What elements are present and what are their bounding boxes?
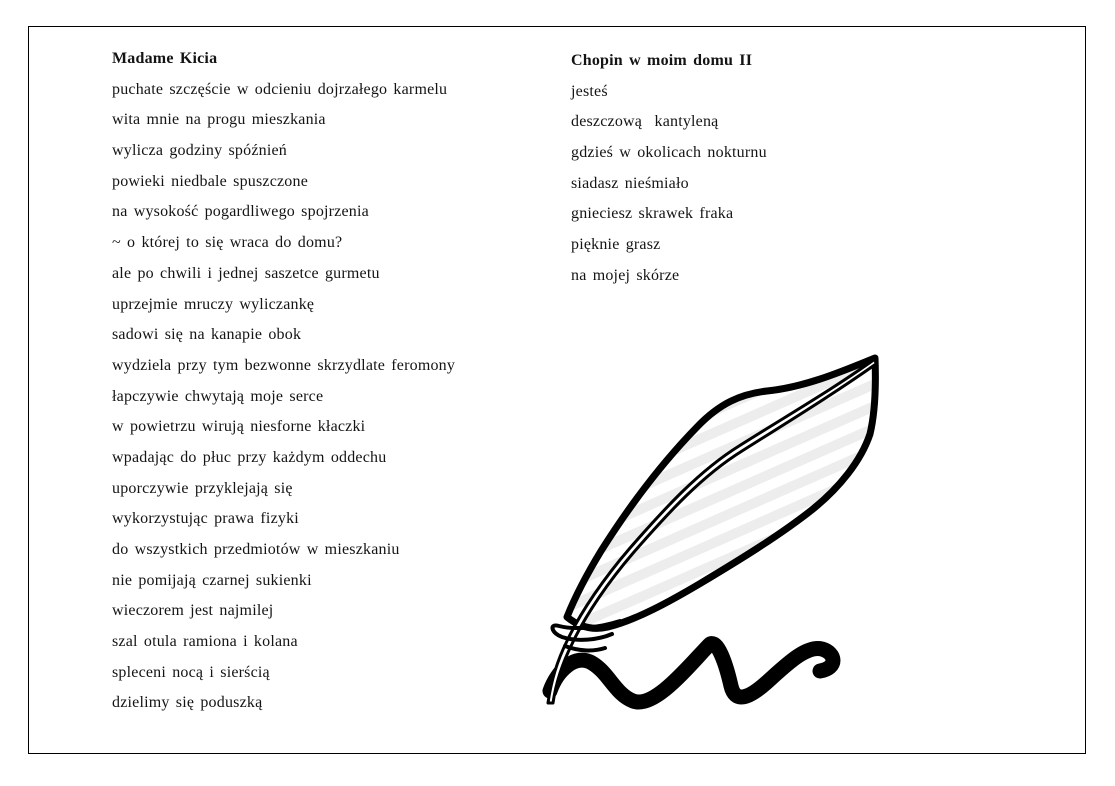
poem-line: szal otula ramiona i kolana xyxy=(112,633,298,651)
poem-line: puchate szczęście w odcieniu dojrzałego karmelu xyxy=(112,80,448,98)
poem-title: Madame Kicia xyxy=(112,50,218,67)
poem-title: Chopin w moim domu II xyxy=(571,52,753,69)
poem-line: jesteś xyxy=(571,82,608,100)
poem-line: uporczywie przyklejają się xyxy=(112,479,293,497)
poem-line: wpadając do płuc przy każdym oddechu xyxy=(112,448,387,466)
poem-line: do wszystkich przedmiotów w mieszkaniu xyxy=(112,541,400,558)
poem-line: sadowi się na kanapie obok xyxy=(112,326,302,344)
poem-line: wykorzystując prawa fizyki xyxy=(112,510,299,528)
poem-line: wylicza godziny spóźnień xyxy=(112,142,287,160)
poem-line: gdzieś w okolicach nokturnu xyxy=(571,144,767,162)
poem-line: powieki niedbale spuszczone xyxy=(112,172,309,190)
poem-line: ale po chwili i jednej saszetce gurmetu xyxy=(112,264,380,282)
poem-line: nie pomijają czarnej sukienki xyxy=(112,571,312,589)
poem-line: na mojej skórze xyxy=(571,266,680,284)
poem-line: w powietrzu wirują niesforne kłaczki xyxy=(112,418,366,436)
quill-pen-icon xyxy=(538,348,888,716)
poem-line: wita mnie na progu mieszkania xyxy=(112,111,326,129)
poem-line: spleceni nocą i sierścią xyxy=(112,663,270,681)
poem-line: wydziela przy tym bezwonne skrzydlate feromony xyxy=(112,356,456,374)
poem-line: siadasz nieśmiało xyxy=(571,174,689,192)
poem-line: na wysokość pogardliwego spojrzenia xyxy=(112,203,369,221)
poem-chopin-w-moim-domu xyxy=(571,46,901,292)
poem-line: dzielimy się poduszką xyxy=(112,694,263,712)
poem-line: uprzejmie mruczy wyliczankę xyxy=(112,295,315,313)
poem-line: wieczorem jest najmilej xyxy=(112,602,274,620)
poem-line: łapczywie chwytają moje serce xyxy=(112,387,324,405)
poem-line: ~ o której to się wraca do domu? xyxy=(112,234,343,252)
poem-line: gnieciesz skrawek fraka xyxy=(571,205,734,223)
poem-line: deszczową kantyleną xyxy=(571,113,719,131)
poem-madame-kicia xyxy=(112,44,542,719)
poem-line: pięknie grasz xyxy=(571,236,661,254)
